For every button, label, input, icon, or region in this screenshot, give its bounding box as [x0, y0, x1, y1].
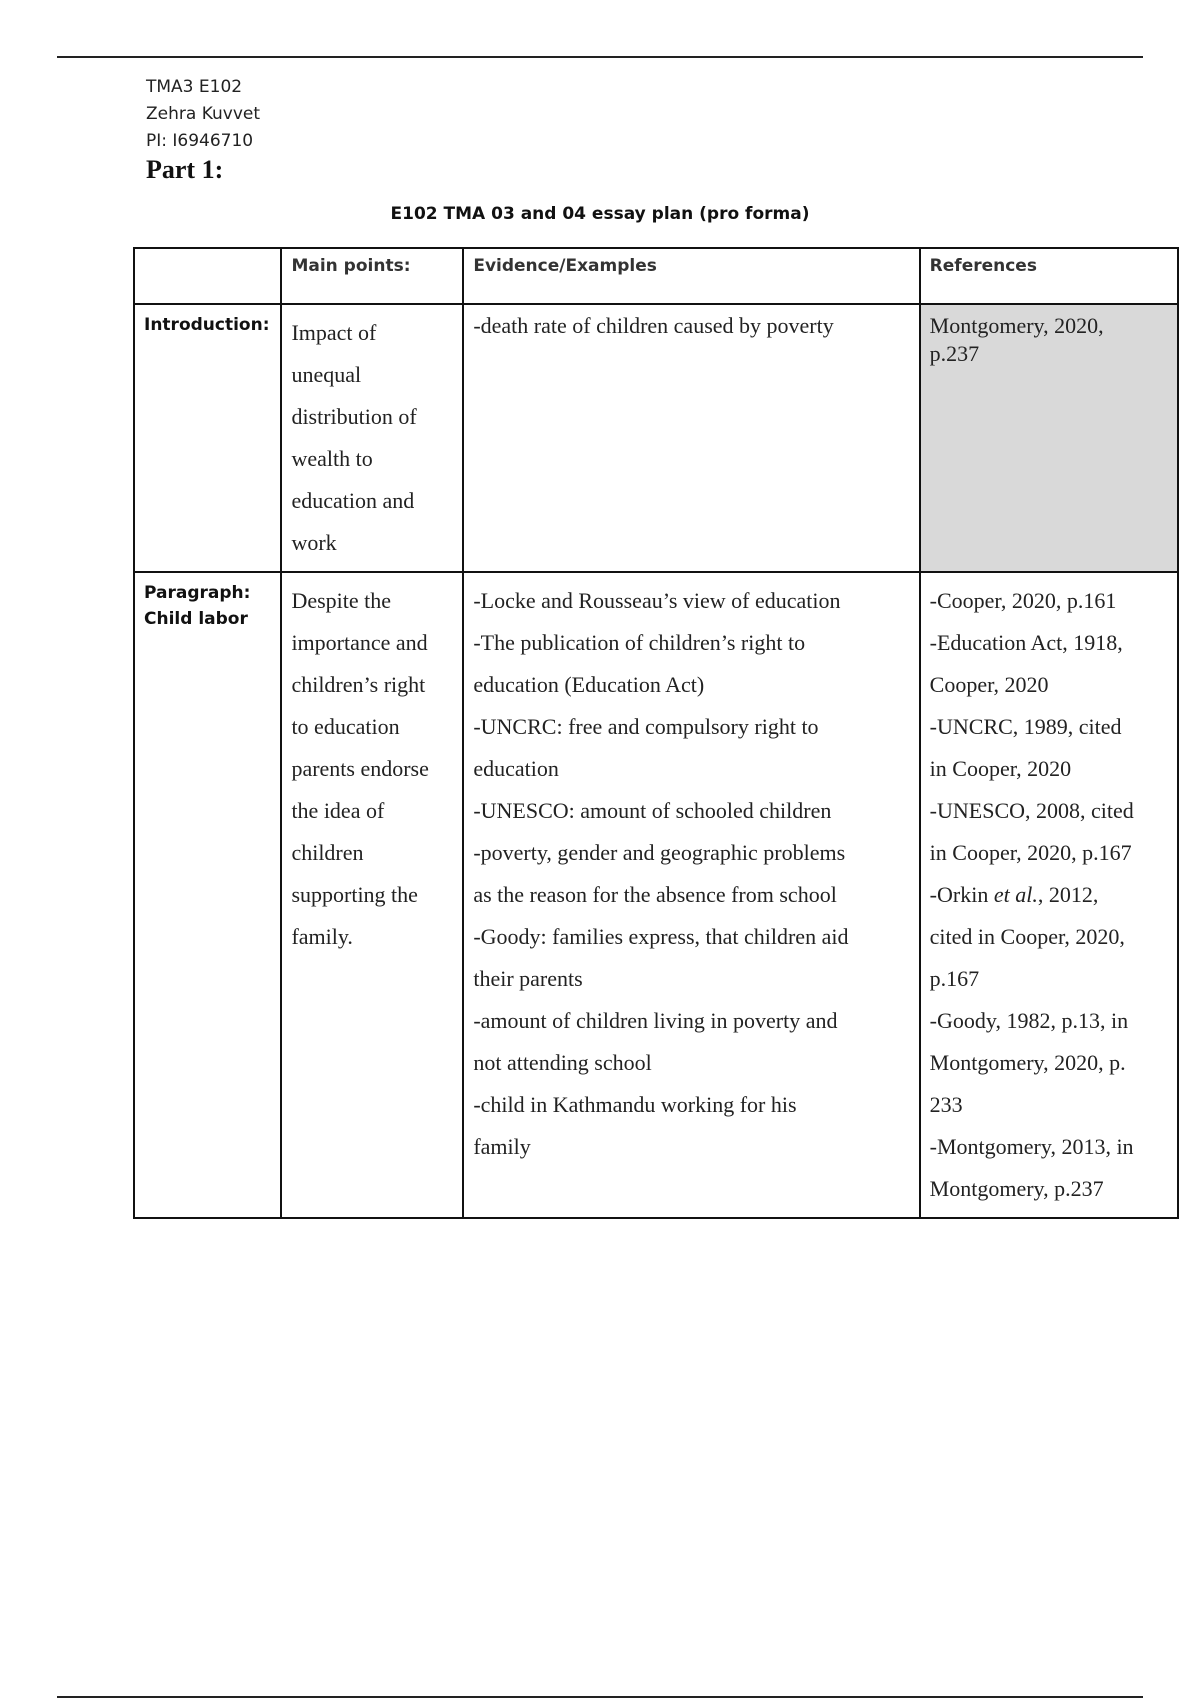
header-cell-empty — [134, 248, 281, 304]
paragraph-evidence-line: not attending school — [473, 1050, 652, 1075]
paragraph-reference-line: -Montgomery, 2013, in — [929, 1134, 1134, 1159]
essay-plan-table — [133, 247, 1179, 1219]
intro-main-line: work — [291, 530, 337, 555]
header-cell-main-points: Main points: — [281, 248, 463, 304]
paragraph-evidence-line: education — [473, 756, 559, 781]
paragraph-reference-line: in Cooper, 2020, p.167 — [929, 840, 1132, 865]
orkin-prefix: -Orkin — [929, 882, 994, 907]
paragraph-reference-line: -Cooper, 2020, p.161 — [929, 588, 1117, 613]
paragraph-evidence-line: -UNCRC: free and compulsory right to — [473, 714, 819, 739]
paragraph-evidence-line: their parents — [473, 966, 583, 991]
label-child-labor: Child labor — [144, 609, 248, 629]
paragraph-main-line: children — [291, 840, 364, 865]
paragraph-reference-orkin — [930, 874, 1168, 916]
paragraph-reference-line: p.167 — [929, 966, 980, 991]
paragraph-reference-line: Cooper, 2020 — [929, 672, 1049, 697]
paragraph-evidence-line: education (Education Act) — [473, 672, 705, 697]
paragraph-evidence-line: -The publication of children’s right to — [473, 630, 806, 655]
table-row-paragraph — [134, 572, 1178, 1218]
paragraph-reference-line: -Goody, 1982, p.13, in — [929, 1008, 1129, 1033]
paragraph-evidence-line: -Locke and Rousseau’s view of education — [473, 588, 841, 613]
author-name: Zehra Kuvvet — [146, 104, 261, 124]
paragraph-evidence — [463, 572, 919, 1218]
intro-main-line: Impact of — [291, 320, 377, 345]
paragraph-main-line: the idea of — [291, 798, 385, 823]
paragraph-reference-line: 233 — [929, 1092, 963, 1117]
paragraph-main-line: family. — [291, 924, 353, 949]
paragraph-reference-line: -UNCRC, 1989, cited — [929, 714, 1122, 739]
label-introduction: Introduction: — [144, 315, 270, 335]
orkin-et-al: et al. — [993, 882, 1038, 907]
paragraph-evidence-line: -Goody: families express, that children aid — [473, 924, 849, 949]
paragraph-reference-line: cited in Cooper, 2020, — [929, 924, 1125, 949]
row-label-introduction — [134, 304, 281, 572]
header-cell-evidence: Evidence/Examples — [463, 248, 919, 304]
paragraph-evidence-line: -poverty, gender and geographic problems — [473, 840, 846, 865]
intro-evidence — [463, 304, 919, 572]
intro-evidence-line: -death rate of children caused by poverty — [473, 313, 834, 338]
intro-references — [920, 304, 1178, 572]
course-code: TMA3 E102 — [146, 77, 243, 97]
part-heading: Part 1: — [146, 155, 224, 184]
paragraph-main-line: supporting the — [291, 882, 418, 907]
paragraph-references — [920, 572, 1178, 1218]
intro-main-line: unequal — [291, 362, 362, 387]
paragraph-evidence-line: family — [473, 1134, 531, 1159]
paragraph-reference-line: -UNESCO, 2008, cited — [929, 798, 1134, 823]
table-header-row — [134, 248, 1178, 304]
label-paragraph: Paragraph: — [144, 583, 251, 603]
intro-main-line: wealth to — [291, 446, 373, 471]
orkin-suffix: , 2012, — [1037, 882, 1099, 907]
top-rule — [57, 56, 1143, 58]
row-label-paragraph — [134, 572, 281, 1218]
intro-main-points — [281, 304, 463, 572]
personal-identifier: PI: I6946710 — [146, 131, 254, 151]
paragraph-evidence-line: -amount of children living in poverty and — [473, 1008, 838, 1033]
paragraph-main-line: parents endorse — [291, 756, 429, 781]
paragraph-main-line: to education — [291, 714, 400, 739]
paragraph-evidence-line: -UNESCO: amount of schooled children — [473, 798, 832, 823]
paragraph-reference-line: in Cooper, 2020 — [929, 756, 1072, 781]
intro-reference-line: Montgomery, 2020, — [929, 313, 1104, 338]
document-title: E102 TMA 03 and 04 essay plan (pro forma) — [390, 204, 810, 224]
table-row-introduction — [134, 304, 1178, 572]
paragraph-reference-line: Montgomery, p.237 — [929, 1176, 1104, 1201]
paragraph-reference-line: Montgomery, 2020, p. — [929, 1050, 1126, 1075]
paragraph-main-line: children’s right — [291, 672, 426, 697]
intro-main-line: education and — [291, 488, 415, 513]
intro-main-line: distribution of — [291, 404, 417, 429]
header-cell-references: References — [920, 248, 1178, 304]
intro-reference-line: p.237 — [929, 341, 980, 366]
paragraph-evidence-line: -child in Kathmandu working for his — [473, 1092, 797, 1117]
paragraph-main-points — [281, 572, 463, 1218]
paragraph-main-line: Despite the — [291, 588, 392, 613]
paragraph-reference-line: -Education Act, 1918, — [929, 630, 1123, 655]
document-header — [146, 74, 260, 185]
bottom-rule — [57, 1696, 1143, 1698]
paragraph-evidence-line: as the reason for the absence from school — [473, 882, 837, 907]
paragraph-main-line: importance and — [291, 630, 428, 655]
